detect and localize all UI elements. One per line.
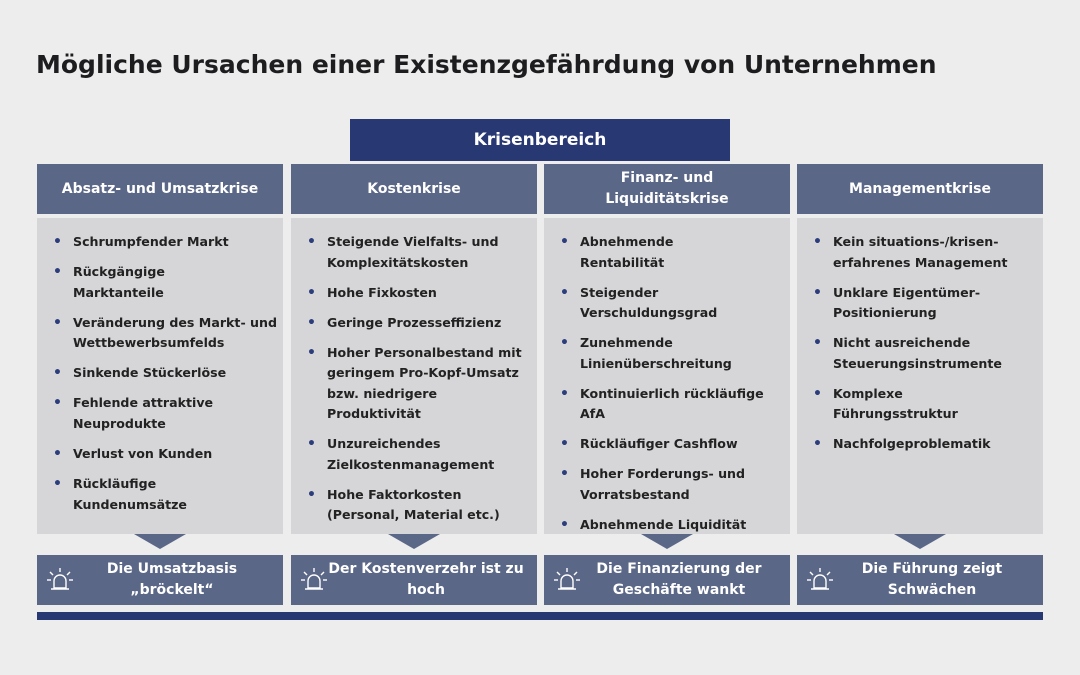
down-arrow-icon <box>388 534 440 549</box>
list-item: • Unklare Eigentümer-Positionierung <box>813 283 1037 324</box>
column-body <box>37 218 283 534</box>
list-item: • Zunehmende Linienüberschreitung <box>560 333 784 374</box>
bottom-bar <box>37 612 1043 620</box>
down-arrow-icon <box>641 534 693 549</box>
crisis-area-header: Krisenbereich <box>350 119 730 161</box>
list-item: • Abnehmende Rentabilität <box>560 232 690 273</box>
column-heading-text: Finanz- und Liquiditätskrise <box>605 170 729 207</box>
column-body <box>544 218 790 534</box>
cause-list <box>544 218 790 534</box>
list-item: • Verlust von Kunden <box>53 444 277 465</box>
list-item: • Nachfolgeproblematik <box>813 434 1037 455</box>
down-arrow-icon <box>134 534 186 549</box>
consequence-text: Die Führung zeigt Schwächen <box>861 561 1003 598</box>
down-arrow-icon <box>894 534 946 549</box>
alarm-light-icon <box>45 566 75 594</box>
list-item: • Sinkende Stückerlöse <box>53 363 277 384</box>
list-item: • Hoher Personalbestand mit geringem Pro-Kopf-Umsatz bzw. niedrigere Produktivität <box>307 343 531 425</box>
list-item: • Hohe Fixkosten <box>307 283 531 304</box>
column-body <box>797 218 1043 534</box>
page-title: Mögliche Ursachen einer Existenzgefährdung von Unternehmen <box>36 50 937 79</box>
cause-list <box>37 218 283 515</box>
consequence-text: Der Kostenverzehr ist zu hoch <box>328 561 524 598</box>
column-heading: Kostenkrise <box>291 164 537 214</box>
consequence-box <box>797 555 1043 605</box>
list-item: • Rückläufiger Cashflow <box>560 434 784 455</box>
list-item: • Kontinuierlich rückläufige AfA <box>560 384 784 425</box>
list-item: • Schrumpfender Markt <box>53 232 277 253</box>
consequence-box <box>37 555 283 605</box>
column-heading: Absatz- und Umsatzkrise <box>37 164 283 214</box>
list-item: • Steigender Verschuldungsgrad <box>560 283 784 324</box>
column-heading <box>544 164 790 214</box>
list-item: • Kein situations-/krisen-erfahrenes Management <box>813 232 1037 273</box>
consequence-box <box>291 555 537 605</box>
list-item: • Rückgängige Marktanteile <box>53 262 185 303</box>
list-item: • Steigende Vielfalts- und Komplexitätskosten <box>307 232 531 273</box>
list-item: • Unzureichendes Zielkostenmanagement <box>307 434 531 475</box>
list-item: • Hohe Faktorkosten (Personal, Material etc.) <box>307 485 517 526</box>
cause-list <box>797 218 1043 455</box>
list-item: • Veränderung des Markt- und Wettbewerbsumfelds <box>53 313 277 354</box>
list-item: • Komplexe Führungsstruktur <box>813 384 983 425</box>
alarm-light-icon <box>805 566 835 594</box>
consequence-text: Die Finanzierung der Geschäfte wankt <box>596 561 762 598</box>
alarm-light-icon <box>299 566 329 594</box>
cause-list <box>291 218 537 526</box>
list-item: • Fehlende attraktive Neuprodukte <box>53 393 243 434</box>
list-item: • Geringe Prozesseffizienz <box>307 313 531 334</box>
column-heading: Managementkrise <box>797 164 1043 214</box>
consequence-box <box>544 555 790 605</box>
consequence-text: Die Umsatzbasis „bröckelt“ <box>106 561 238 598</box>
list-item: • Nicht ausreichende Steuerungsinstrumente <box>813 333 1037 374</box>
list-item: • Abnehmende Liquidität <box>560 515 784 534</box>
alarm-light-icon <box>552 566 582 594</box>
column-body <box>291 218 537 534</box>
list-item: • Rückläufige Kundenumsätze <box>53 474 203 515</box>
list-item: • Hoher Forderungs- und Vorratsbestand <box>560 464 784 505</box>
